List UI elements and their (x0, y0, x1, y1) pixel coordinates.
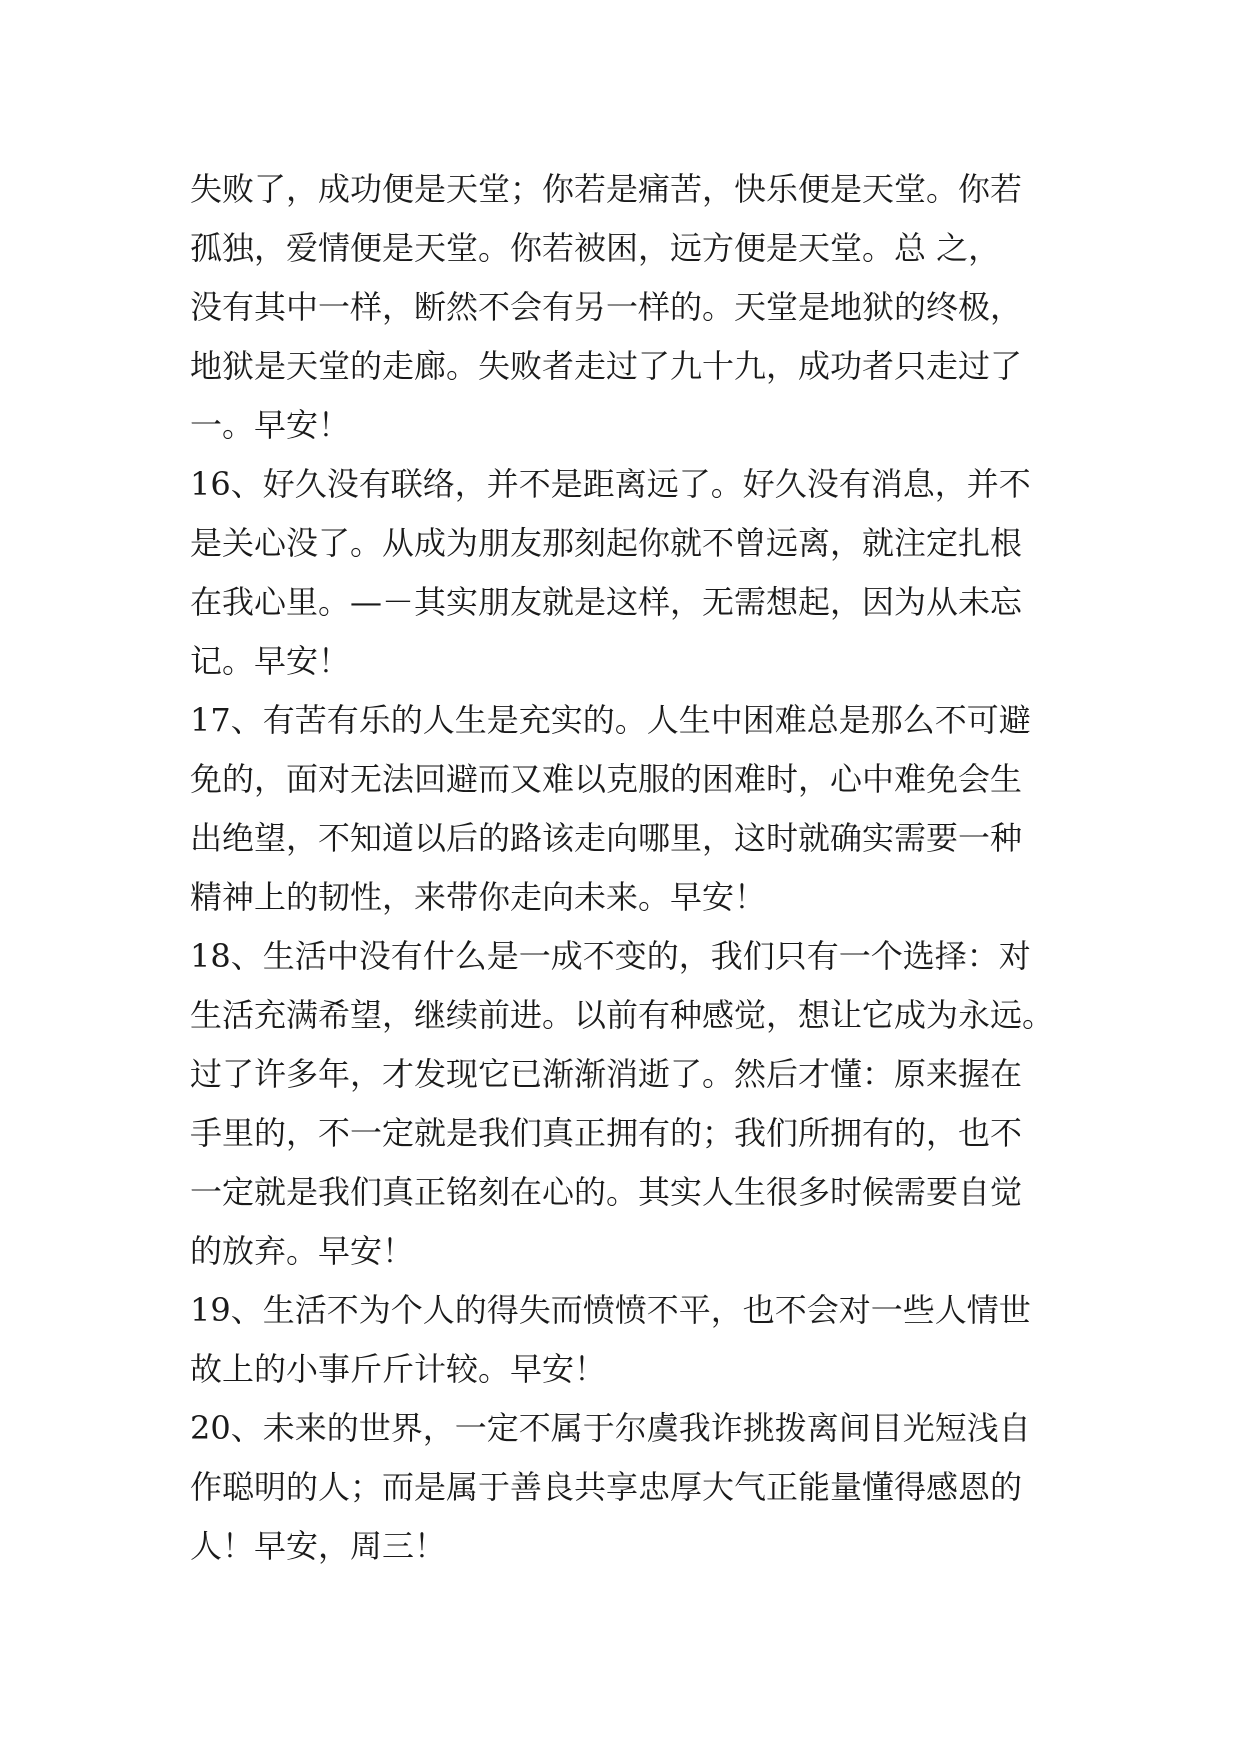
text-line: 没有其中一样，断然不会有另一样的。天堂是地狱的终极， (190, 288, 1023, 326)
text-line: 手里的，不一定就是我们真正拥有的；我们所拥有的，也不 (190, 1114, 1023, 1152)
text-line: 精神上的韧性，来带你走向未来。早安！ (190, 878, 767, 916)
text-line: 作聪明的人；而是属于善良共享忠厚大气正能量懂得感恩的 (190, 1468, 1023, 1506)
text-line: 16、好久没有联络，并不是距离远了。好久没有消息，并不 (190, 465, 1031, 503)
text-line: 的放弃。早安！ (190, 1232, 415, 1270)
text-line: 在我心里。—－其实朋友就是这样，无需想起，因为从未忘 (190, 583, 1023, 621)
text-line: 出绝望，不知道以后的路该走向哪里，这时就确实需要一种 (190, 819, 1023, 857)
text-line: 是关心没了。从成为朋友那刻起你就不曾远离，就注定扎根 (190, 524, 1023, 562)
body-text (190, 160, 1070, 1576)
text-line: 地狱是天堂的走廊。失败者走过了九十九，成功者只走过了 (190, 347, 1023, 385)
text-line: 免的，面对无法回避而又难以克服的困难时，心中难免会生 (190, 760, 1023, 798)
text-line: 19、生活不为个人的得失而愤愤不平，也不会对一些人情世 (190, 1291, 1031, 1329)
text-line: 故上的小事斤斤计较。早安！ (190, 1350, 607, 1388)
text-line: 一。早安！ (190, 406, 351, 444)
text-line: 孤独，爱情便是天堂。你若被困，远方便是天堂。总 之， (190, 229, 1001, 267)
text-line: 记。早安！ (190, 642, 351, 680)
text-line: 20、未来的世界，一定不属于尔虞我诈挑拨离间目光短浅自 (190, 1409, 1031, 1447)
text-line: 人！早安，周三！ (190, 1527, 447, 1565)
text-line: 失败了，成功便是天堂；你若是痛苦，快乐便是天堂。你若 (190, 170, 1023, 208)
text-line: 17、有苦有乐的人生是充实的。人生中困难总是那么不可避 (190, 701, 1031, 739)
text-line: 18、生活中没有什么是一成不变的，我们只有一个选择：对 (190, 937, 1031, 975)
text-line: 一定就是我们真正铭刻在心的。其实人生很多时候需要自觉 (190, 1173, 1023, 1211)
text-line: 生活充满希望，继续前进。以前有种感觉，想让它成为永远。 (190, 996, 1055, 1034)
text-line: 过了许多年，才发现它已渐渐消逝了。然后才懂：原来握在 (190, 1055, 1023, 1093)
